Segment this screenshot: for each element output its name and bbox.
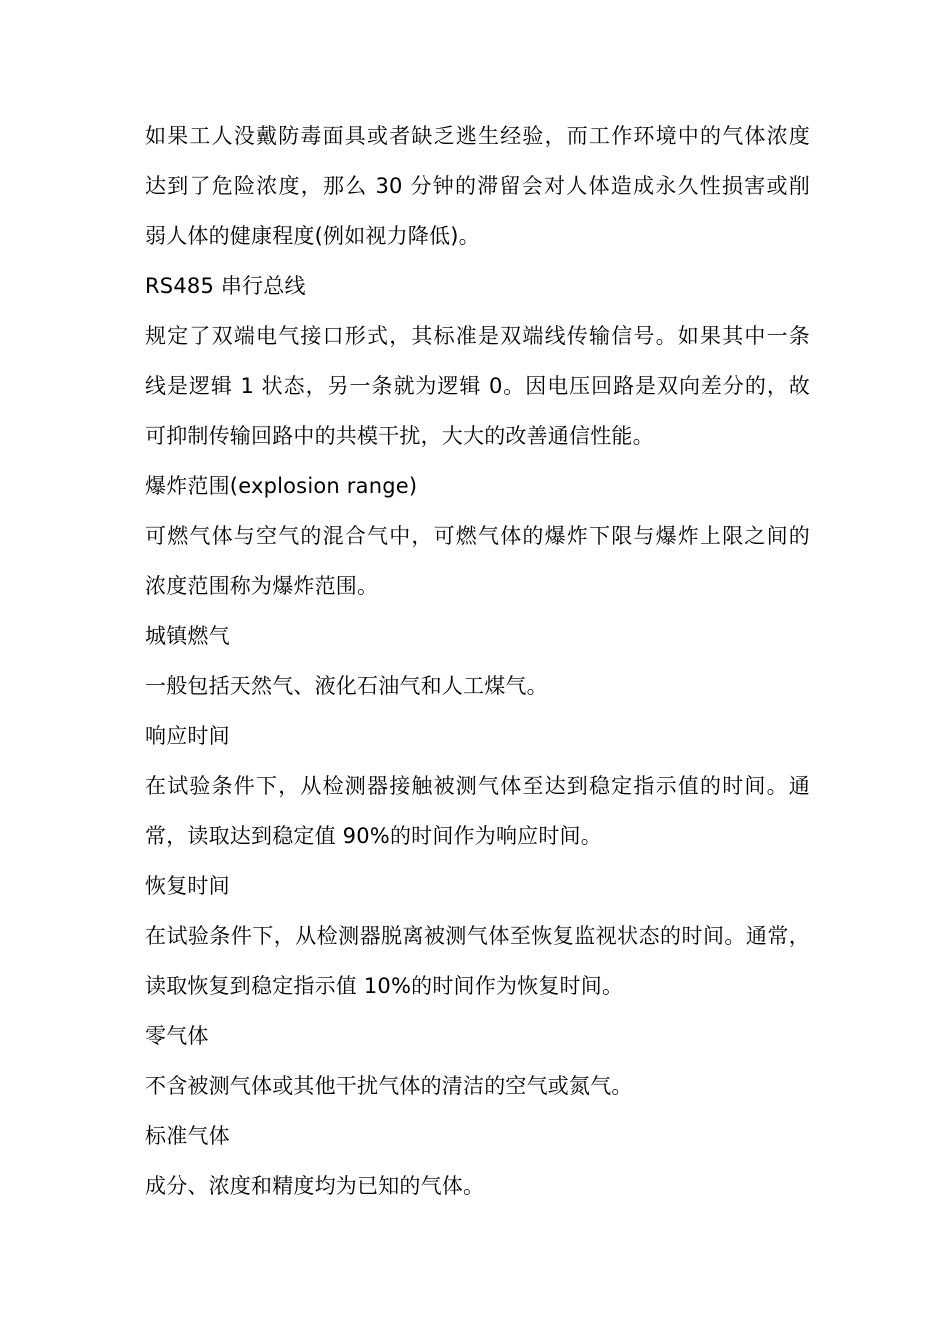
paragraph-line: 可抑制传输回路中的共模干扰，大大的改善通信性能。 <box>145 424 654 448</box>
paragraph-line: 达到了危险浓度，那么 30 分钟的滞留会对人体造成永久性损害或削 <box>145 174 810 198</box>
paragraph-line: 不含被测气体或其他干扰气体的清洁的空气或氮气。 <box>145 1074 633 1098</box>
paragraph-line: 在试验条件下，从检测器脱离被测气体至恢复监视状态的时间。通常， <box>145 924 810 948</box>
paragraph-line: 弱人体的健康程度(例如视力降低)。 <box>145 224 480 248</box>
term-heading: RS485 串行总线 <box>145 274 306 298</box>
term-heading: 响应时间 <box>145 724 230 748</box>
paragraph-line: 在试验条件下，从检测器接触被测气体至达到稳定指示值的时间。通 <box>145 774 810 798</box>
term-heading: 标准气体 <box>145 1124 230 1148</box>
document-body <box>145 118 810 1218</box>
term-heading: 恢复时间 <box>145 874 230 898</box>
paragraph-line: 成分、浓度和精度均为已知的气体。 <box>145 1174 485 1198</box>
paragraph-line: 如果工人没戴防毒面具或者缺乏逃生经验，而工作环境中的气体浓度 <box>145 124 810 148</box>
paragraph-line: 常，读取达到稳定值 90%的时间作为响应时间。 <box>145 824 602 848</box>
paragraph-line: 可燃气体与空气的混合气中，可燃气体的爆炸下限与爆炸上限之间的 <box>145 524 810 548</box>
paragraph-line: 规定了双端电气接口形式，其标准是双端线传输信号。如果其中一条 <box>145 324 810 348</box>
term-heading: 城镇燃气 <box>145 624 230 648</box>
term-heading: 零气体 <box>145 1024 209 1048</box>
term-heading: 爆炸范围(explosion range) <box>145 474 418 498</box>
paragraph-line: 一般包括天然气、液化石油气和人工煤气。 <box>145 674 548 698</box>
paragraph-line: 浓度范围称为爆炸范围。 <box>145 574 379 598</box>
paragraph-line: 线是逻辑 1 状态，另一条就为逻辑 0。因电压回路是双向差分的，故 <box>145 374 810 398</box>
paragraph-line: 读取恢复到稳定指示值 10%的时间作为恢复时间。 <box>145 974 624 998</box>
